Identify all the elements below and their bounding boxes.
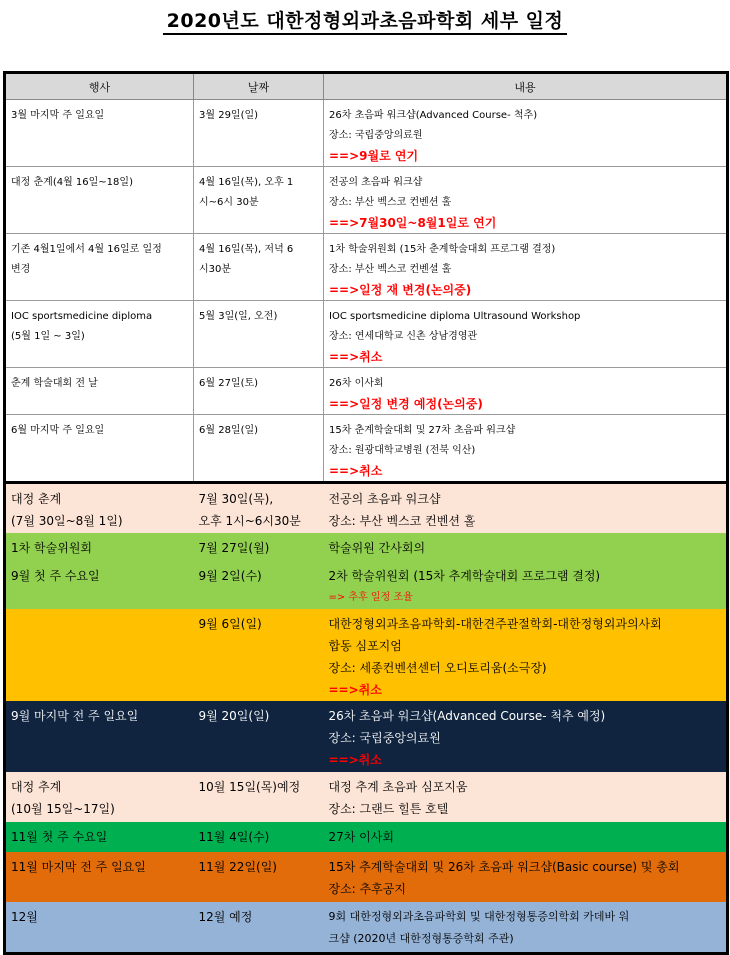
text-line: 대정 추계 (11, 779, 62, 794)
text-line: 장소: 부산 벡스코 컨벤셜 홀 (329, 264, 452, 275)
content-cell (324, 301, 728, 368)
table-row (5, 301, 728, 368)
date-cell (194, 234, 324, 301)
text-line: 27차 이사회 (328, 829, 394, 844)
content-cell (324, 234, 728, 301)
event-cell (5, 415, 194, 483)
text-line: 시30분 (199, 264, 232, 275)
content-cell (324, 100, 728, 167)
content-cell (324, 852, 728, 902)
text-line: 대정 춘계(4월 16일~18일) (11, 177, 133, 188)
event-cell (5, 368, 194, 415)
text-line: 2차 학술위원회 (15차 추계학술대회 프로그램 결정) (328, 568, 601, 583)
content-cell (324, 533, 728, 609)
text-line: 변경 (11, 264, 31, 275)
date-cell (194, 167, 324, 234)
text-line: 시~6시 30분 (199, 197, 259, 208)
text-line: 12월 예정 (198, 909, 253, 924)
text-line: 15차 춘계학술대회 및 27차 초음파 워크샵 (329, 425, 516, 436)
event-cell (5, 301, 194, 368)
header-date: 날짜 (194, 73, 324, 100)
text-line: 3월 29일(일) (199, 110, 259, 121)
text-line: 장소: 원광대학교병원 (전북 익산) (329, 445, 476, 456)
status-note: ==>취소 (329, 464, 383, 478)
text-line: 합동 심포지엄 (328, 638, 402, 653)
text-line: 크샵 (2020년 대한정형통증학회 주관) (328, 931, 514, 945)
text-line: 전공의 초음파 워크샵 (328, 492, 441, 506)
text-line: 9월 6일(일) (198, 616, 262, 631)
event-cell (5, 234, 194, 301)
text-line: 장소: 추후공지 (328, 881, 406, 896)
text-line: 6월 28일(일) (199, 425, 259, 436)
content-cell (324, 368, 728, 415)
text-line: 6월 27일(토) (199, 378, 259, 389)
text-line: 9월 마지막 전 주 일요일 (11, 708, 139, 723)
date-cell (194, 772, 324, 822)
text-line: 장소: 연세대학교 신촌 상남경영관 (329, 331, 478, 342)
text-line: 9월 첫 주 수요일 (11, 568, 100, 583)
status-note: ==>취소 (328, 682, 382, 697)
date-cell (194, 483, 324, 533)
table-header-row (5, 73, 728, 100)
event-cell (5, 822, 194, 852)
event-cell (5, 701, 194, 772)
text-line: 6월 마지막 주 일요일 (11, 425, 105, 436)
content-cell (324, 609, 728, 701)
content-cell (324, 822, 728, 852)
text-line: 5월 3일(일, 오전) (199, 311, 278, 322)
text-line: 대정 추계 초음파 심포지움 (328, 779, 468, 794)
event-cell (5, 533, 194, 609)
text-line: (10월 15일~17일) (11, 801, 115, 816)
date-cell (194, 100, 324, 167)
event-cell (5, 483, 194, 533)
schedule-table (3, 71, 729, 955)
date-cell (194, 902, 324, 954)
text-line: 9월 20일(일) (198, 708, 270, 723)
text-line: (7월 30일~8월 1일) (11, 514, 123, 528)
header-content: 내용 (324, 73, 728, 100)
date-cell (194, 822, 324, 852)
event-cell (5, 609, 194, 701)
event-cell (5, 852, 194, 902)
text-line: 10월 15일(목)예정 (198, 779, 301, 794)
table-row (5, 772, 728, 822)
content-cell (324, 483, 728, 533)
table-row (5, 167, 728, 234)
text-line: 4월 16일(목), 오후 1 (199, 177, 294, 188)
text-line: 학술위원 간사회의 (328, 540, 426, 555)
content-cell (324, 902, 728, 954)
text-line: 장소: 국립중앙의료원 (328, 730, 441, 745)
table-row (5, 852, 728, 902)
status-note: ==>취소 (328, 752, 382, 767)
table-row (5, 701, 728, 772)
table-row (5, 822, 728, 852)
text-line: IOC sportsmedicine diploma (11, 311, 153, 322)
status-note: ==>7월30일~8월1일로 연기 (329, 216, 497, 230)
text-line: 대한정형외과초음파학회-대한견주관절학회-대한정형외과의사회 (328, 616, 662, 631)
text-line: 3월 마지막 주 일요일 (11, 110, 105, 121)
table-row (5, 483, 728, 533)
text-line: 26차 이사회 (329, 378, 384, 389)
table-row (5, 234, 728, 301)
date-cell (194, 533, 324, 609)
text-line: (5월 1일 ~ 3일) (11, 331, 85, 342)
text-line: 전공의 초음파 워크샵 (329, 177, 423, 188)
text-line: 대정 춘계 (11, 492, 62, 506)
text-line: 춘계 학술대회 전 날 (11, 378, 98, 389)
text-line: 26차 초음파 워크샵(Advanced Course- 척추 예정) (328, 708, 606, 723)
table-row (5, 100, 728, 167)
content-cell (324, 415, 728, 483)
text-line: 11월 첫 주 수요일 (11, 829, 108, 844)
table-row (5, 415, 728, 483)
content-cell (324, 701, 728, 772)
text-line: 11월 마지막 전 주 일요일 (11, 859, 146, 874)
status-note: => 추후 일정 조율 (328, 591, 413, 603)
date-cell (194, 368, 324, 415)
text-line: 장소: 부산 벡스코 컨벤션 홀 (329, 197, 452, 208)
status-note: ==>일정 재 변경(논의중) (329, 283, 472, 297)
table-row (5, 902, 728, 954)
event-cell (5, 167, 194, 234)
text-line: 15차 추계학술대회 및 26차 초음파 워크샵(Basic course) 및 총회 (328, 859, 680, 874)
text-line: 7월 30일(목), (198, 492, 274, 506)
table-row (5, 533, 728, 609)
header-event: 행사 (5, 73, 194, 100)
text-line: 7월 27일(월) (198, 540, 270, 555)
text-line: 오후 1시~6시30분 (198, 514, 301, 528)
date-cell (194, 301, 324, 368)
text-line: 장소: 국립중앙의료원 (329, 130, 423, 141)
text-line: 4월 16일(목), 저녁 6 (199, 244, 294, 255)
table-row (5, 609, 728, 701)
text-line: 장소: 부산 벡스코 컨벤션 홀 (328, 514, 476, 528)
text-line: 장소: 그랜드 힐튼 호텔 (328, 801, 449, 816)
date-cell (194, 852, 324, 902)
date-cell (194, 609, 324, 701)
text-line: 1차 학술위원회 (11, 540, 93, 555)
text-line: 장소: 세종컨벤션센터 오디토리움(소극장) (328, 660, 547, 675)
content-cell (324, 772, 728, 822)
status-note: ==>취소 (329, 350, 383, 364)
table-row (5, 368, 728, 415)
page-title (0, 6, 730, 33)
content-cell (324, 167, 728, 234)
status-note: ==>일정 변경 예정(논의중) (329, 397, 483, 411)
text-line: 11월 4일(수) (198, 829, 270, 844)
status-note: ==>9월로 연기 (329, 149, 419, 163)
text-line: 12월 (11, 909, 38, 924)
text-line: 26차 초음파 워크샵(Advanced Course- 척추) (329, 110, 538, 121)
text-line: 기존 4월1일에서 4월 16일로 일정 (11, 244, 162, 255)
text-line: 9월 2일(수) (198, 568, 262, 583)
date-cell (194, 701, 324, 772)
event-cell (5, 902, 194, 954)
date-cell (194, 415, 324, 483)
event-cell (5, 100, 194, 167)
text-line: 2020년도 대한정형외과초음파학회 세부 일정 (163, 10, 568, 35)
text-line: 1차 학술위원회 (15차 춘계학술대회 프로그램 결정) (329, 244, 556, 255)
text-line: IOC sportsmedicine diploma Ultrasound Workshop (329, 311, 581, 322)
event-cell (5, 772, 194, 822)
text-line: 11월 22일(일) (198, 859, 277, 874)
text-line: 9회 대한정형외과초음파학회 및 대한정형통증의학회 카데바 워 (328, 909, 630, 923)
